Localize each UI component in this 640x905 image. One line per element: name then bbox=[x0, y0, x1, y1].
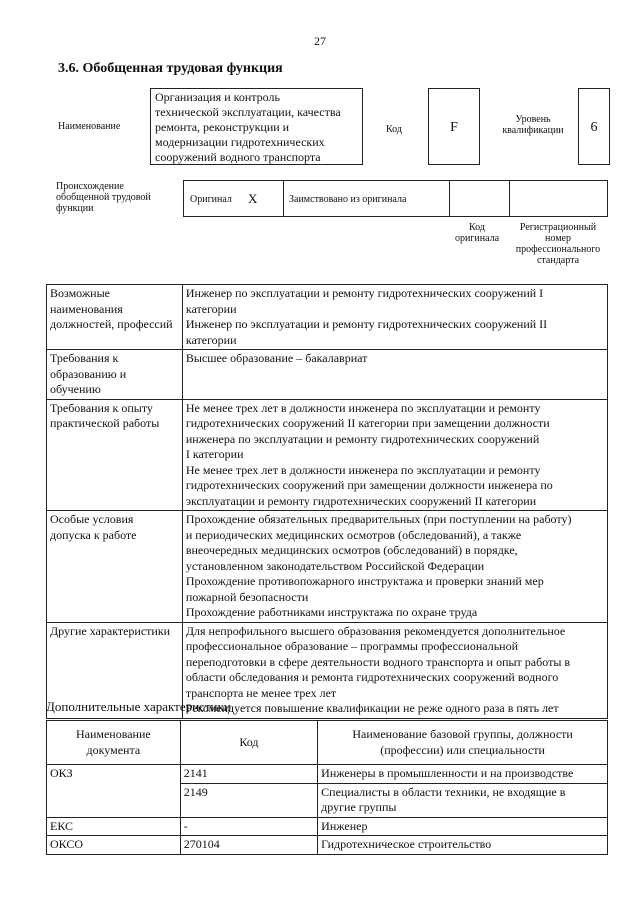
reg-number-label bbox=[508, 222, 608, 266]
header-code: Код bbox=[180, 721, 317, 765]
cell-doc: ОКСО bbox=[47, 836, 181, 855]
origin-label bbox=[56, 181, 151, 214]
additional-table bbox=[46, 720, 608, 855]
function-name-line: ремонта, реконструкции и bbox=[155, 120, 290, 134]
label-line: Другие характеристики bbox=[50, 623, 171, 638]
function-name-line: технической эксплуатации, качества bbox=[155, 105, 341, 119]
value-line: гидротехнических сооружений II категории при замещении должности bbox=[185, 416, 550, 430]
cell-code: 2149 bbox=[180, 783, 317, 817]
level-value: 6 bbox=[578, 88, 610, 165]
table-row bbox=[47, 836, 608, 855]
row-value bbox=[182, 622, 607, 718]
code-value: F bbox=[428, 88, 480, 165]
value-line: пожарной безопасности bbox=[185, 589, 309, 604]
value-line: области обследования и ремонта гидротехнических сооружений водного bbox=[185, 670, 559, 684]
value-line: Инженер по эксплуатации и ремонту гидротехнических сооружений I bbox=[185, 286, 544, 300]
row-label bbox=[47, 350, 183, 400]
original-mark: X bbox=[248, 191, 258, 206]
row-value bbox=[182, 511, 607, 623]
header-line: (профессии) или специальности bbox=[380, 742, 545, 757]
label-line: образованию и bbox=[50, 366, 127, 381]
value-line: и периодических медицинских осмотров (обследований), а также bbox=[185, 527, 522, 542]
cell-doc bbox=[47, 783, 181, 817]
function-name-box bbox=[150, 88, 363, 165]
table-header-row bbox=[47, 721, 608, 765]
table-row bbox=[47, 783, 608, 817]
cell-code: - bbox=[180, 817, 317, 836]
characteristics-table bbox=[46, 284, 608, 719]
table-row bbox=[47, 350, 608, 400]
value-line: Прохождение обязательных предварительных (при поступлении на работу) bbox=[185, 512, 572, 526]
value-line: гидротехнических сооружений при замещении должности инженера по bbox=[185, 478, 553, 492]
table-row bbox=[47, 399, 608, 511]
label-line: обучению bbox=[50, 382, 101, 396]
value-line: Инженер по эксплуатации и ремонту гидротехнических сооружений II bbox=[185, 317, 548, 331]
additional-title: Дополнительные характеристики bbox=[46, 699, 231, 714]
name-line: Гидротехническое строительство bbox=[321, 837, 492, 851]
cell-name bbox=[318, 765, 608, 784]
label-line: Возможные bbox=[50, 286, 110, 300]
code-original-line: Код bbox=[469, 222, 485, 233]
cell-code: 2141 bbox=[180, 765, 317, 784]
origin-label-line: функции bbox=[56, 203, 94, 214]
value-line: Рекомендуется повышение квалификации не реже одного раза в пять лет bbox=[185, 701, 559, 715]
value-line: категории bbox=[185, 332, 237, 347]
header-line: Наименование базовой группы, должности bbox=[352, 727, 573, 741]
name-label: Наименование bbox=[58, 121, 121, 132]
table-row bbox=[47, 511, 608, 623]
value-line: переподготовки в сфере деятельности водного транспорта и опыт работы в bbox=[185, 654, 571, 669]
value-line: Не менее трех лет в должности инженера по эксплуатации и ремонту bbox=[185, 462, 541, 477]
header-doc bbox=[47, 721, 181, 765]
row-label bbox=[47, 285, 183, 350]
value-line: эксплуатации и ремонту гидротехнических сооружений II категории bbox=[185, 493, 537, 508]
name-line: Инженер bbox=[321, 818, 368, 833]
code-original-line: оригинала bbox=[454, 233, 500, 244]
function-name-line: сооружений водного транспорта bbox=[155, 150, 321, 164]
level-label bbox=[488, 114, 578, 136]
section-title: 3.6. Обобщенная трудовая функция bbox=[58, 61, 283, 76]
name-line: Специалисты в области техники, не входящие в bbox=[321, 784, 566, 799]
code-original-label bbox=[446, 222, 508, 244]
reg-number-line: профессионального bbox=[515, 244, 601, 255]
cell-name bbox=[318, 817, 608, 836]
row-value bbox=[182, 285, 607, 350]
label-line: Требования к опыту bbox=[50, 400, 153, 415]
value-line: Не менее трех лет в должности инженера по эксплуатации и ремонту bbox=[185, 400, 541, 415]
cell-name bbox=[318, 836, 608, 855]
name-line: другие группы bbox=[321, 800, 397, 814]
value-line: внеочередных медицинских осмотров (обследований) в порядке, bbox=[185, 543, 518, 557]
function-name-line: Организация и контроль bbox=[155, 90, 280, 104]
page-number: 27 bbox=[314, 34, 326, 48]
level-label-line: Уровень bbox=[515, 114, 551, 125]
level-label-line: квалификации bbox=[502, 125, 564, 136]
value-line: категории bbox=[185, 301, 237, 316]
cell-name bbox=[318, 783, 608, 817]
label-line: практической работы bbox=[50, 416, 160, 430]
row-label bbox=[47, 511, 183, 623]
value-line: инженера по эксплуатации и ремонту гидротехнических сооружений bbox=[185, 431, 540, 446]
label-line: Особые условия bbox=[50, 512, 134, 526]
label-line: должностей, профессий bbox=[50, 317, 173, 331]
header-line: документа bbox=[86, 742, 141, 757]
value-line: транспорта не менее трех лет bbox=[185, 685, 337, 700]
code-label: Код bbox=[386, 124, 402, 135]
value-line: Прохождение противопожарного инструктажа и проверки знаний мер bbox=[185, 574, 544, 588]
value-line: установленном законодательством Российской Федерации bbox=[185, 558, 485, 573]
value-line: I категории bbox=[185, 447, 244, 461]
value-line: Высшее образование – бакалавриат bbox=[185, 351, 368, 365]
label-line: наименования bbox=[50, 301, 123, 316]
reg-number-line: стандарта bbox=[536, 255, 580, 266]
table-row bbox=[47, 765, 608, 784]
reg-number-line: номер bbox=[545, 233, 571, 244]
origin-label-line: Происхождение bbox=[56, 181, 124, 192]
header-name bbox=[318, 721, 608, 765]
origin-box bbox=[183, 180, 608, 217]
row-value bbox=[182, 399, 607, 511]
borrowed-label: Заимствовано из оригинала bbox=[289, 194, 407, 205]
reg-number-line: Регистрационный bbox=[519, 222, 597, 233]
original-label: Оригинал bbox=[190, 194, 232, 205]
value-line: профессиональное образование – программы профессиональной bbox=[185, 639, 519, 653]
cell-code: 270104 bbox=[180, 836, 317, 855]
value-line: Прохождение работниками инструктажа по охране труда bbox=[185, 605, 478, 619]
row-label bbox=[47, 399, 183, 511]
cell-doc: ЕКС bbox=[47, 817, 181, 836]
table-row bbox=[47, 817, 608, 836]
label-line: допуска к работе bbox=[50, 527, 137, 542]
cell-doc: ОКЗ bbox=[47, 765, 181, 784]
row-value bbox=[182, 350, 607, 400]
value-line: Для непрофильного высшего образования рекомендуется дополнительное bbox=[185, 623, 566, 638]
header-line: Наименование bbox=[75, 727, 151, 741]
label-line: Требования к bbox=[50, 351, 119, 365]
table-row bbox=[47, 285, 608, 350]
name-line: Инженеры в промышленности и на производстве bbox=[321, 766, 574, 780]
function-name-line: модернизации гидротехнических bbox=[155, 135, 325, 149]
origin-label-line: обобщенной трудовой bbox=[56, 192, 151, 203]
